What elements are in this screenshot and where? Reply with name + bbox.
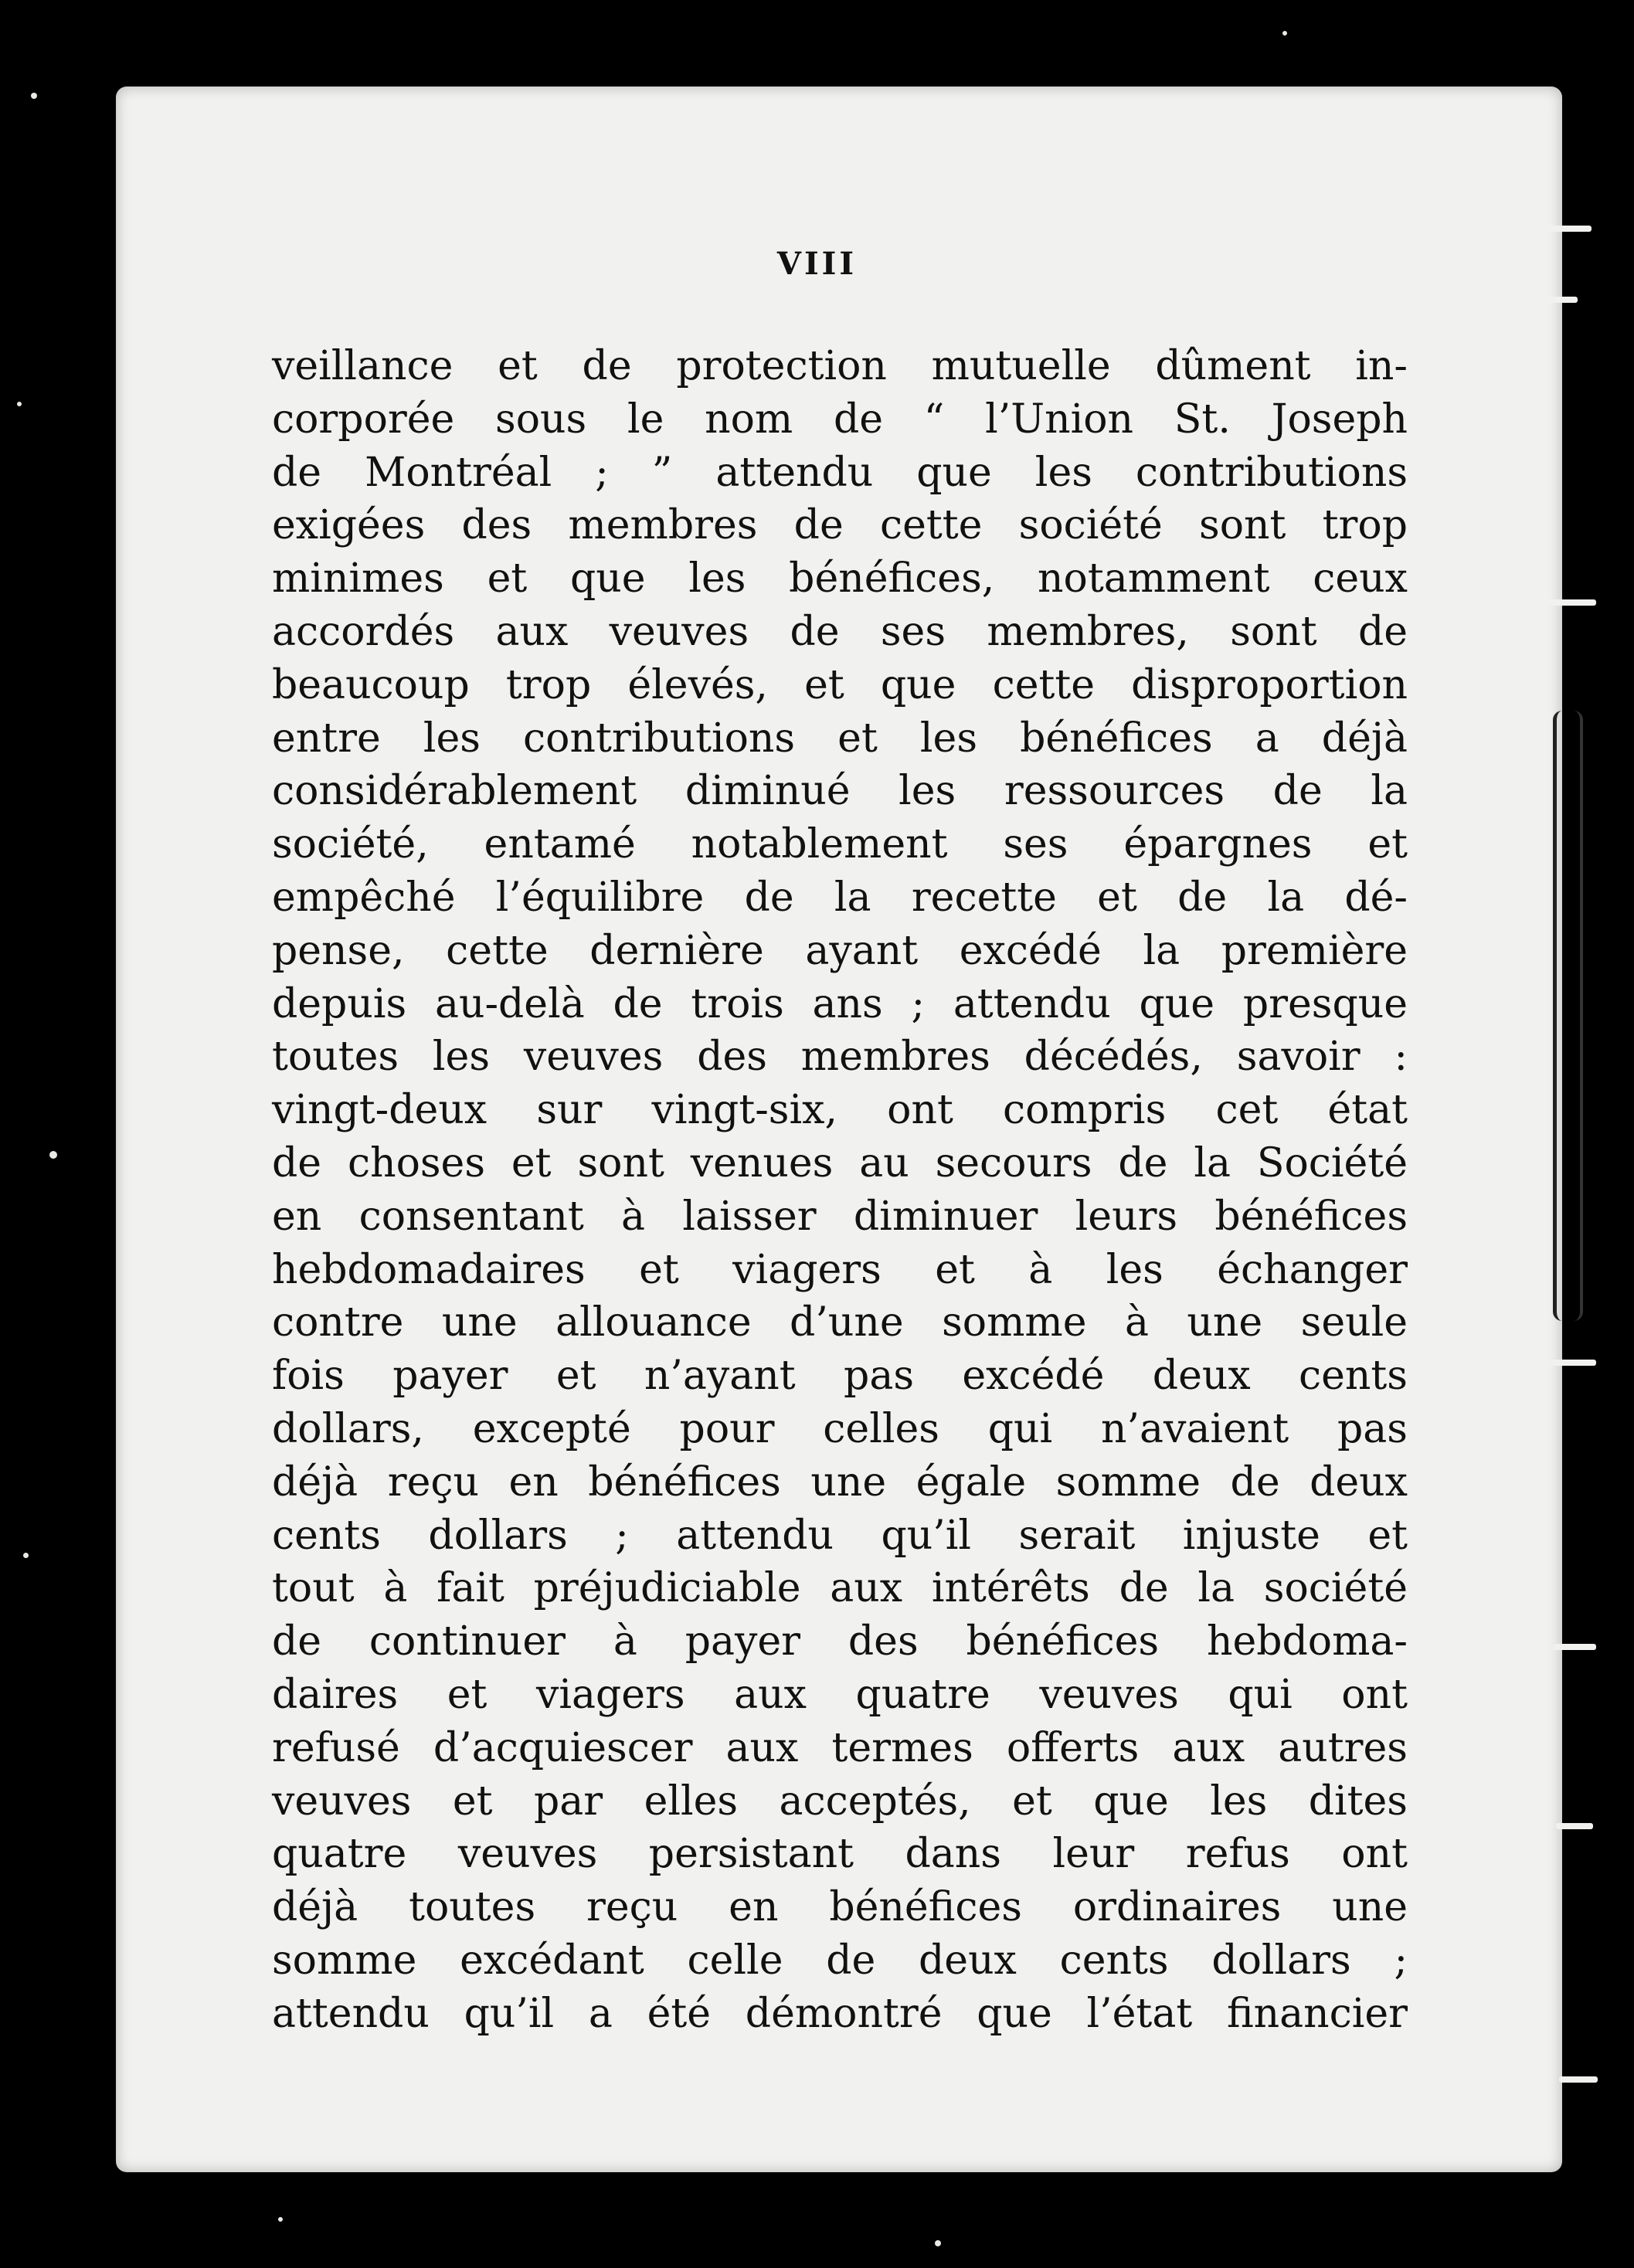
text-line: hebdomadaires et viagers et à les échanger (272, 1246, 1408, 1293)
text-line: daires et viagers aux quatre veuves qui ont (272, 1671, 1408, 1718)
text-line: beaucoup trop élevés, et que cette disproportion (272, 661, 1408, 708)
text-line: de Montréal ; ” attendu que les contributions (272, 449, 1408, 496)
dust-speck (49, 1151, 57, 1159)
text-line: corporée sous le nom de “ l’Union St. Joseph (272, 396, 1408, 443)
margin-mark (1530, 226, 1592, 232)
margin-mark (1556, 1823, 1593, 1829)
text-line: vingt-deux sur vingt-six, ont compris cet état (272, 1087, 1408, 1134)
page-number: VIII (776, 246, 858, 282)
body-text (272, 340, 1408, 2041)
margin-mark (1544, 297, 1578, 303)
text-line: de choses et sont venues au secours de la Société (272, 1139, 1408, 1187)
text-line: en consentant à laisser diminuer leurs bénéfices (272, 1193, 1408, 1240)
text-line: empêché l’équilibre de la recette et de la dé- (272, 874, 1408, 921)
text-line: dollars, excepté pour celles qui n’avaient pas (272, 1405, 1408, 1452)
text-line: contre une allouance d’une somme à une seule (272, 1299, 1408, 1346)
text-line: refusé d’acquiescer aux termes offerts aux autres (272, 1724, 1408, 1771)
margin-mark (1553, 1644, 1596, 1650)
text-line: tout à fait préjudiciable aux intérêts de la société (272, 1565, 1408, 1612)
text-line: exigées des membres de cette société sont trop (272, 502, 1408, 549)
text-line: quatre veuves persistant dans leur refus ont (272, 1831, 1408, 1878)
text-line: accordés aux veuves de ses membres, sont de (272, 608, 1408, 655)
dust-speck (31, 93, 37, 99)
text-line: considérablement diminué les ressources de la (272, 768, 1408, 815)
dust-speck (17, 402, 22, 406)
text-line: minimes et que les bénéfices, notamment ceux (272, 555, 1408, 603)
text-line: cents dollars ; attendu qu’il serait injuste et (272, 1512, 1408, 1559)
text-line: de continuer à payer des bénéfices hebdoma- (272, 1618, 1408, 1665)
dust-speck (1282, 31, 1287, 36)
text-line: veillance et de protection mutuelle dûment in- (272, 343, 1408, 389)
margin-mark (1537, 599, 1596, 606)
margin-mark (1559, 2076, 1598, 2083)
text-line: déjà toutes reçu en bénéfices ordinaires une (272, 1884, 1408, 1931)
text-line: déjà reçu en bénéfices une égale somme de deux (272, 1458, 1408, 1506)
dust-speck (23, 1553, 29, 1558)
text-line: société, entamé notablement ses épargnes et (272, 821, 1408, 868)
dust-speck (278, 2217, 283, 2222)
text-line: toutes les veuves des membres décédés, savoir : (272, 1034, 1408, 1081)
text-line: attendu qu’il a été démontré que l’état financier (272, 1990, 1408, 2037)
text-line: depuis au-delà de trois ans ; attendu que presque (272, 980, 1408, 1027)
text-line: entre les contributions et les bénéfices a déjà (272, 715, 1408, 762)
dust-speck (935, 2240, 941, 2246)
page-binding-edge (1553, 711, 1583, 1321)
text-line: fois payer et n’ayant pas excédé deux cents (272, 1353, 1408, 1400)
text-line: veuves et par elles acceptés, et que les dites (272, 1777, 1408, 1825)
text-line: somme excédant celle de deux cents dollars ; (272, 1937, 1408, 1984)
margin-mark (1550, 1360, 1596, 1366)
text-line: pense, cette dernière ayant excédé la première (272, 927, 1408, 974)
